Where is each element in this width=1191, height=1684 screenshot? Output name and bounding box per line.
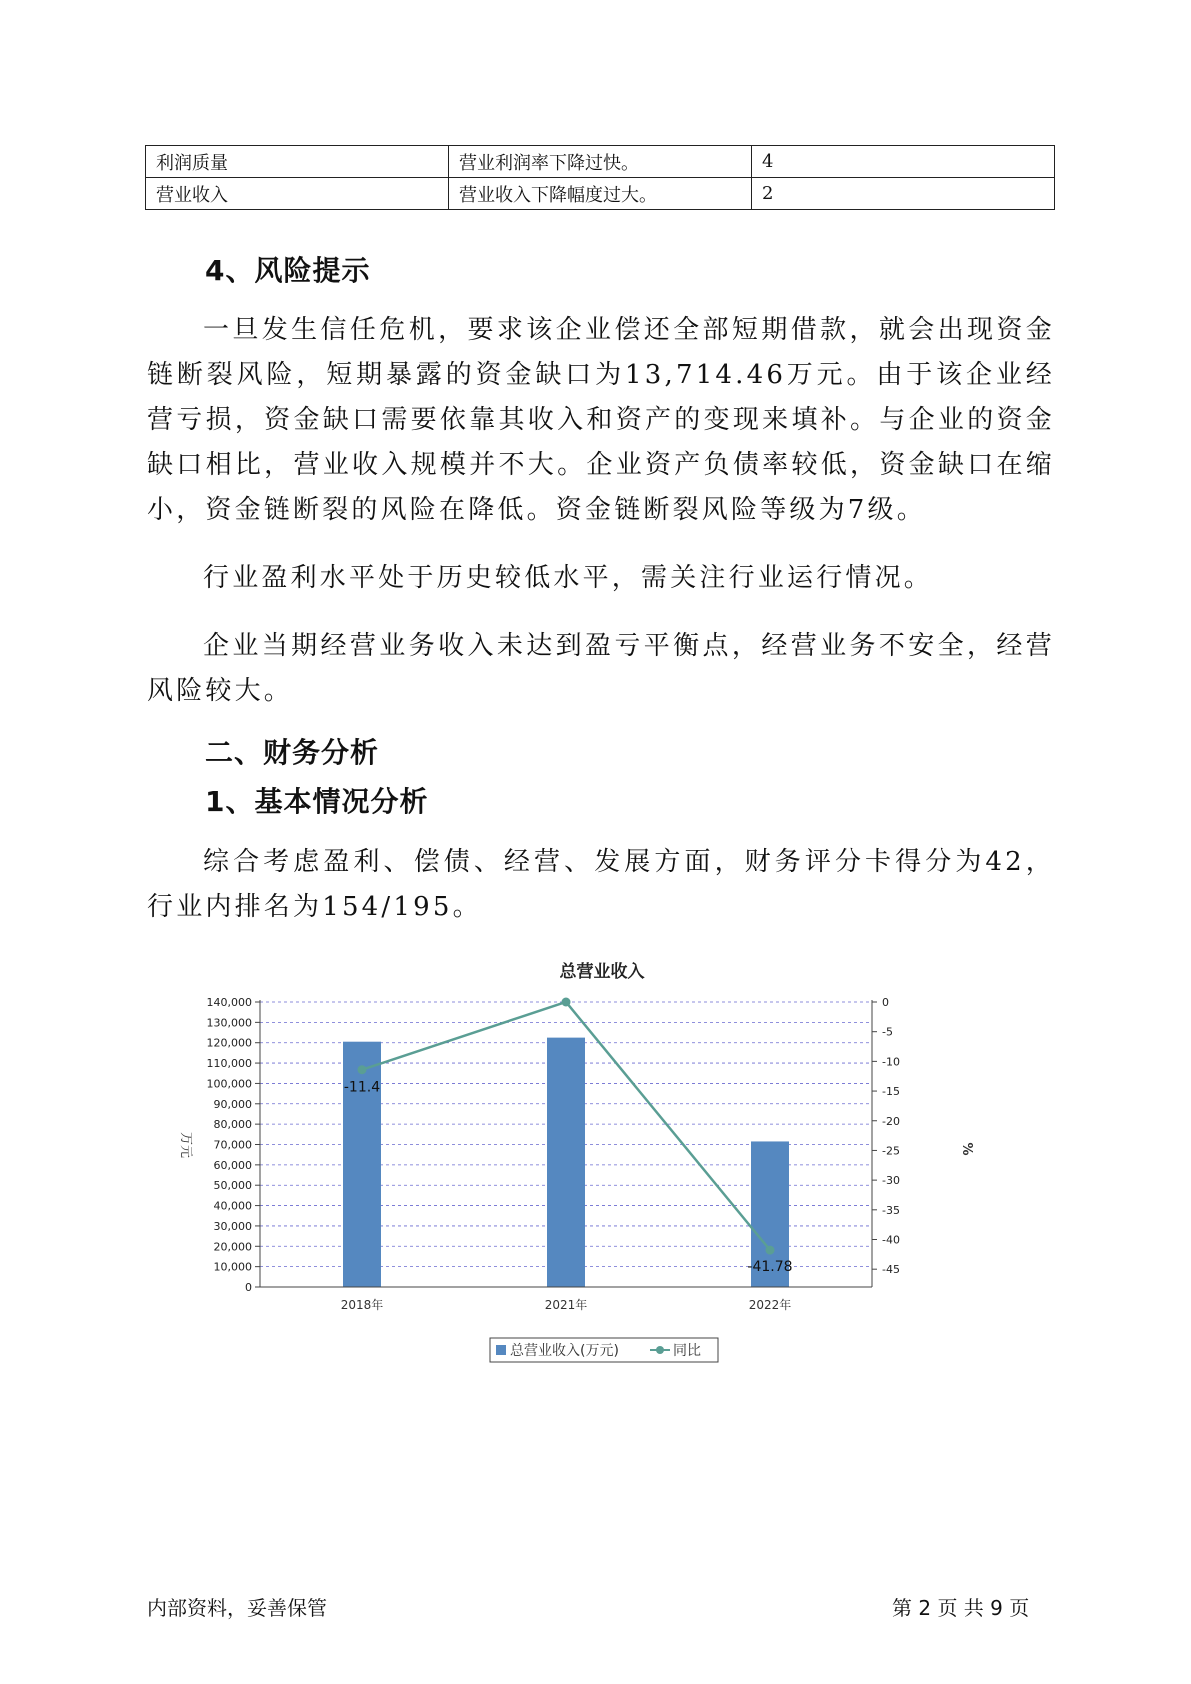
legend-bar-label: 总营业收入(万元)	[510, 1343, 619, 1359]
y-right-tick-label: 0	[882, 996, 889, 1009]
revenue-chart	[170, 955, 980, 1415]
risk-table	[145, 145, 1055, 210]
legend-bar-swatch	[496, 1345, 506, 1355]
legend-line-marker	[656, 1346, 664, 1354]
legend-line-label: 同比	[673, 1343, 701, 1359]
risk-desc: 营业收入下降幅度过大。	[449, 178, 752, 210]
y-tick-label: 50,000	[213, 1179, 252, 1193]
y-right-tick-label: -30	[882, 1174, 900, 1188]
data-label: -11.4	[343, 1079, 381, 1096]
y-tick-label: 110,000	[206, 1057, 252, 1071]
y-tick-label: 70,000	[213, 1138, 252, 1152]
chart-bars	[343, 1038, 789, 1287]
risk-score: 2	[752, 178, 1055, 210]
risk-item: 利润质量	[146, 146, 449, 178]
chart-title: 总营业收入	[559, 962, 645, 982]
y-axis-label: 万元	[178, 1131, 193, 1159]
finance-paragraph: 综合考虑盈利、偿债、经营、发展方面，财务评分卡得分为42，行业内排名为154/195。	[147, 847, 1055, 922]
y-tick-label: 140,000	[206, 996, 252, 1009]
y-right-tick-label: -10	[882, 1055, 900, 1069]
risk-heading: 4、风险提示	[205, 254, 371, 287]
y-tick-label: 60,000	[213, 1158, 252, 1172]
table-row	[146, 146, 1055, 178]
y-right-tick-label: -40	[882, 1233, 900, 1247]
y-tick-label: 0	[245, 1281, 252, 1294]
chart-canvas	[170, 955, 980, 1415]
y-tick-label: 90,000	[213, 1097, 252, 1111]
chart-legend	[490, 1338, 718, 1362]
y-tick-label: 20,000	[213, 1240, 252, 1254]
x-tick-label: 2021年	[544, 1298, 588, 1312]
x-tick-label: 2018年	[340, 1298, 384, 1312]
y-tick-label: 130,000	[206, 1016, 252, 1030]
basic-analysis-heading: 1、基本情况分析	[205, 785, 429, 818]
data-label: -41.78	[747, 1259, 793, 1276]
y-tick-label: 30,000	[213, 1219, 252, 1233]
risk-desc: 营业利润率下降过快。	[449, 146, 752, 178]
y-tick-label: 40,000	[213, 1199, 252, 1213]
risk-paragraph-1: 一旦发生信任危机，要求该企业偿还全部短期借款，就会出现资金链断裂风险，短期暴露的资金缺口为13,714.46万元。由于该企业经营亏损，资金缺口需要依靠其收入和资产的变现来填补。与企业的资金缺口相比，营业收入规模并不大。企业资产负债率较低，资金缺口在缩小，资金链断裂的风险在降低。资金链断裂风险等级为7级。	[147, 315, 1055, 525]
y-right-tick-label: -5	[882, 1025, 893, 1039]
risk-paragraph-2: 行业盈利水平处于历史较低水平，需关注行业运行情况。	[203, 563, 934, 593]
y-right-tick-label: -25	[882, 1144, 900, 1158]
y-tick-label: 80,000	[213, 1118, 252, 1132]
finance-heading: 二、财务分析	[205, 736, 380, 769]
line-point	[358, 1065, 367, 1074]
bar	[343, 1042, 381, 1287]
line-point	[766, 1246, 775, 1255]
footer-page-number: 第 2 页 共 9 页	[892, 1596, 1030, 1620]
y-tick-label: 100,000	[206, 1077, 252, 1091]
line-point	[562, 998, 571, 1007]
table-row	[146, 178, 1055, 210]
risk-item: 营业收入	[146, 178, 449, 210]
y-right-tick-label: -20	[882, 1114, 900, 1128]
y-axis-right-label: %	[959, 1142, 974, 1156]
risk-score: 4	[752, 146, 1055, 178]
bar	[547, 1038, 585, 1287]
x-tick-label: 2022年	[748, 1298, 792, 1312]
y-right-tick-label: -15	[882, 1085, 900, 1099]
footer-confidential: 内部资料，妥善保管	[147, 1596, 327, 1620]
risk-paragraph-3: 企业当期经营业务收入未达到盈亏平衡点，经营业务不安全，经营风险较大。	[147, 631, 1055, 706]
y-tick-label: 120,000	[206, 1036, 252, 1050]
y-right-tick-label: -35	[882, 1203, 900, 1217]
y-tick-label: 10,000	[213, 1260, 252, 1274]
y-right-tick-label: -45	[882, 1263, 900, 1277]
